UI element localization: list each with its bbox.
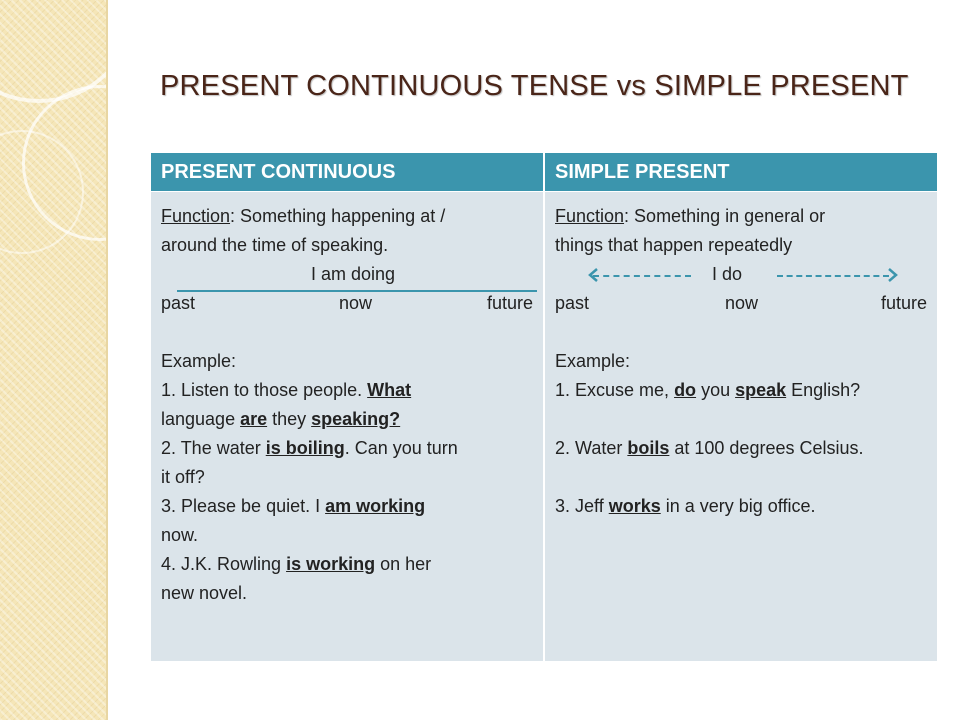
- timeline-now: now: [339, 293, 373, 313]
- example-text: at 100 degrees Celsius.: [669, 438, 864, 458]
- example-highlight: is boiling: [265, 438, 345, 458]
- example-highlight: What: [367, 380, 412, 400]
- function-text: : Something in general or: [624, 206, 826, 226]
- present-continuous-header: PRESENT CONTINUOUS: [151, 153, 543, 192]
- timeline-dash-left: [593, 275, 691, 277]
- example-3: [555, 492, 927, 521]
- example-1: [555, 376, 927, 405]
- example-text: in a very big office.: [660, 496, 816, 516]
- function-line: [555, 202, 927, 231]
- timeline-words: [555, 289, 927, 318]
- slide-title: PRESENT CONTINUOUS TENSE vs SIMPLE PRESENT: [160, 70, 909, 102]
- timeline: [161, 260, 533, 318]
- simple-present-header: SIMPLE PRESENT: [545, 153, 937, 192]
- timeline-label: I am doing: [311, 264, 396, 284]
- function-label: Function: [555, 206, 625, 226]
- simple-present-column: [544, 152, 938, 662]
- simple-present-cell: [545, 192, 937, 521]
- example-highlight: are: [240, 409, 268, 429]
- example-text: you: [696, 380, 736, 400]
- timeline-dash-right: [777, 275, 889, 277]
- present-continuous-column: [150, 152, 544, 662]
- example-highlight: speaking?: [311, 409, 401, 429]
- example-label: Example:: [161, 351, 237, 371]
- function-label: Function: [161, 206, 231, 226]
- example-4-cont: new novel.: [161, 583, 248, 603]
- example-3-cont: now.: [161, 525, 199, 545]
- example-highlight: am working: [325, 496, 426, 516]
- timeline: [555, 260, 927, 318]
- timeline-future: future: [486, 293, 533, 313]
- example-3: [161, 492, 533, 521]
- example-text: . Can you turn: [344, 438, 458, 458]
- timeline-label: I do: [712, 264, 743, 284]
- timeline-words: [161, 289, 533, 318]
- example-text: 3. Jeff: [555, 496, 609, 516]
- example-text: 3. Please be quiet. I: [161, 496, 326, 516]
- function-line: [161, 202, 533, 231]
- example-text: language: [161, 409, 241, 429]
- example-highlight: boils: [627, 438, 670, 458]
- example-text: they: [267, 409, 312, 429]
- example-2-cont: it off?: [161, 467, 205, 487]
- timeline-past: past: [161, 293, 196, 313]
- function-text: : Something happening at /: [230, 206, 446, 226]
- arrow-right-icon: [885, 268, 899, 282]
- function-line-2: around the time of speaking.: [161, 235, 389, 255]
- timeline-past: past: [555, 293, 590, 313]
- example-1-cont: [161, 405, 533, 434]
- decorative-side-strip: [0, 0, 108, 720]
- timeline-now: now: [725, 293, 759, 313]
- comparison-table: [150, 152, 938, 662]
- example-text: 1. Listen to those people.: [161, 380, 368, 400]
- example-4: [161, 550, 533, 579]
- timeline-future: future: [880, 293, 927, 313]
- example-text: 2. The water: [161, 438, 266, 458]
- example-2: [555, 434, 927, 463]
- example-text: English?: [786, 380, 861, 400]
- function-line-2: things that happen repeatedly: [555, 235, 793, 255]
- example-text: 1. Excuse me,: [555, 380, 675, 400]
- example-text: 2. Water: [555, 438, 628, 458]
- present-continuous-cell: [151, 192, 543, 608]
- example-highlight: speak: [735, 380, 787, 400]
- example-label: Example:: [555, 351, 631, 371]
- example-2: [161, 434, 533, 463]
- example-highlight: works: [608, 496, 661, 516]
- example-highlight: is working: [286, 554, 376, 574]
- example-text: 4. J.K. Rowling: [161, 554, 287, 574]
- example-1: [161, 376, 533, 405]
- example-highlight: do: [674, 380, 697, 400]
- example-text: on her: [375, 554, 432, 574]
